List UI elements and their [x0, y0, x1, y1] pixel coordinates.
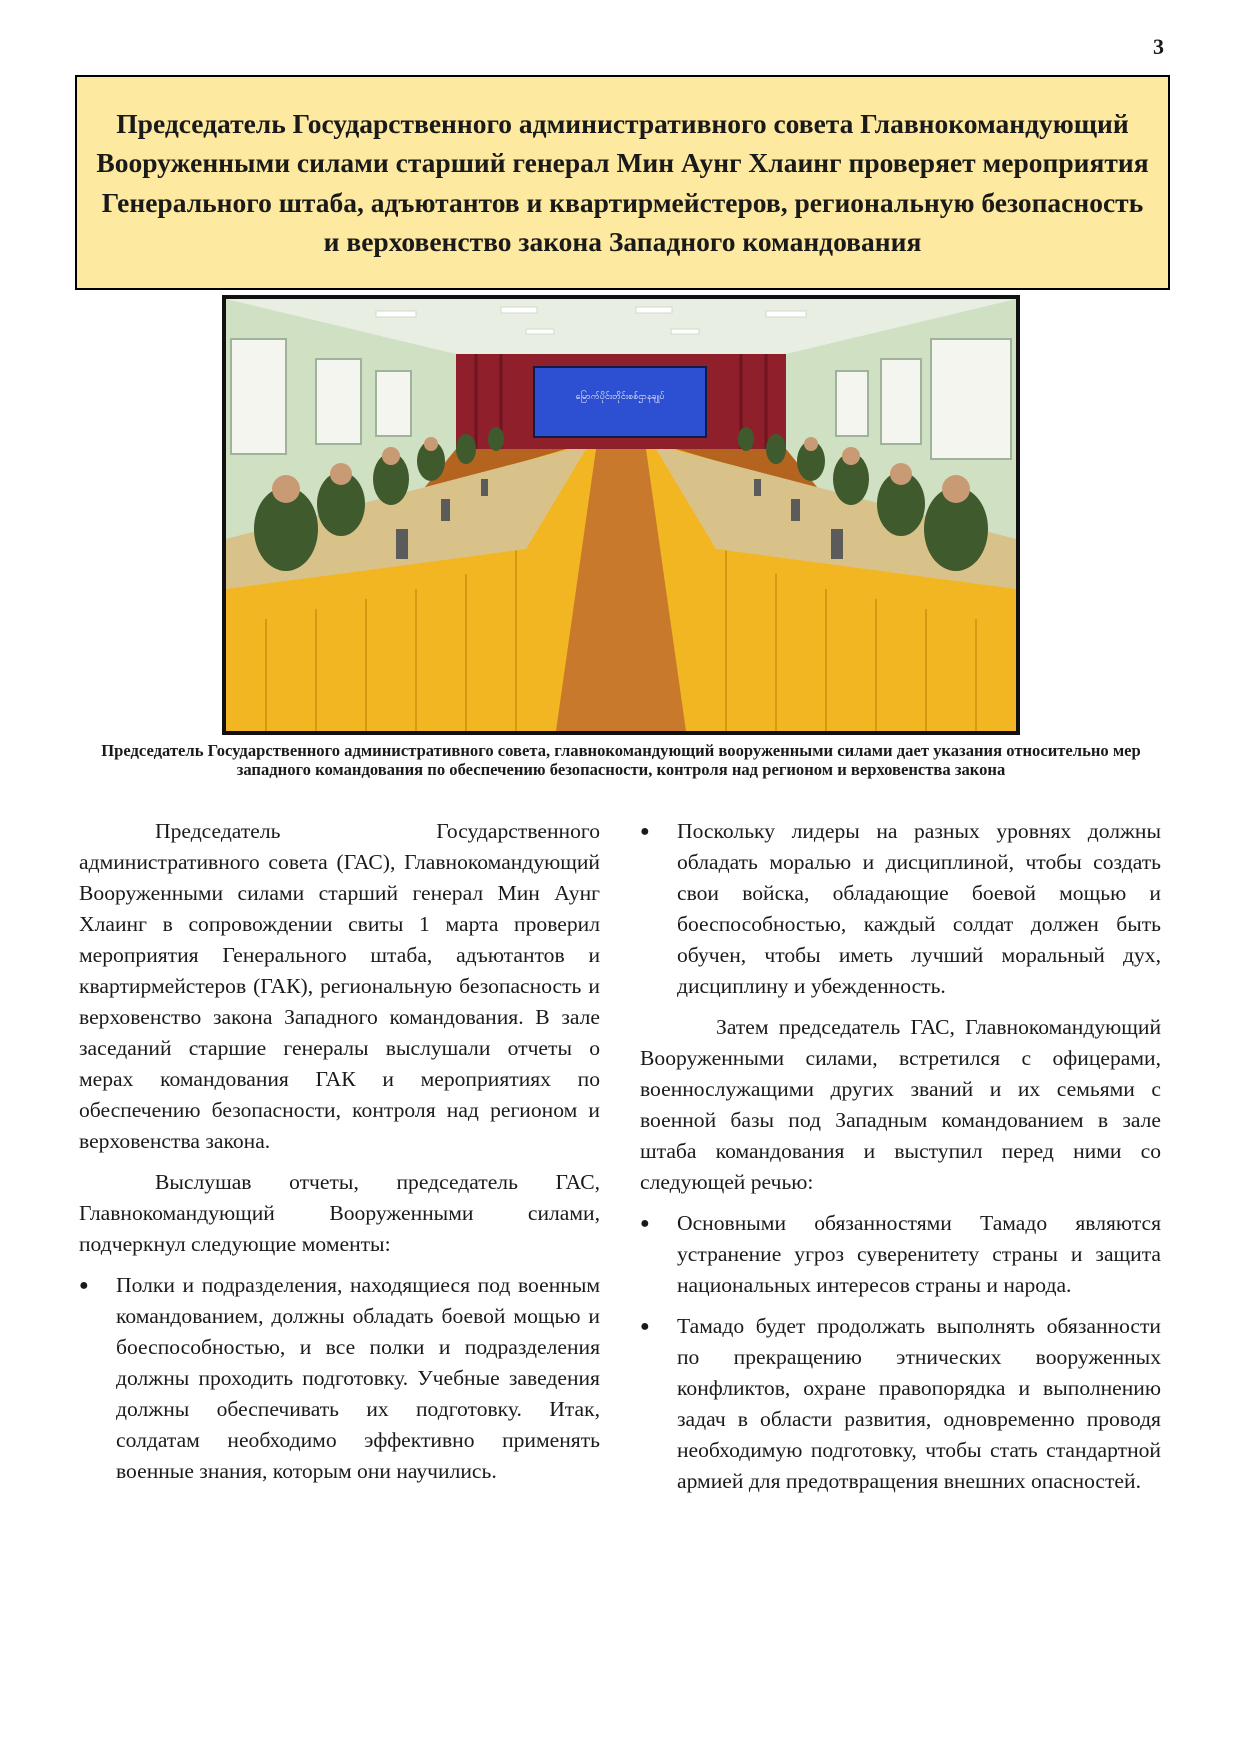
bullet-list — [640, 1208, 1161, 1497]
list-item — [640, 816, 1161, 1002]
paragraph: Председатель Государственного административного совета (ГАС), Главнокомандующий Вооруженными силами старший генерал Мин Аунг Хлаинг в сопровождении свиты 1 марта проверил мероприятия Генерального штаба, адъютантов и квартирмейстеров (ГАК), региональную безопасность и верховенство закона Западного командования. В зале заседаний старшие генералы выслушали отчеты о мерах командования ГАК и мероприятиях по обеспечению безопасности, контроля над регионом и верховенства закона. — [79, 819, 600, 1153]
bullet-icon: ● — [640, 1318, 650, 1335]
bullet-icon: ● — [79, 1277, 89, 1294]
list-item-text: Тамадо будет продолжать выполнять обязанности по прекращению этнических вооруженных конфликтов, охране правопорядка и выполнению задач в области развития, одновременно проводя необходимую подготовку, чтобы стать стандартной армией для предотвращения внешних опасностей. — [677, 1314, 1161, 1493]
list-item-text: Полки и подразделения, находящиеся под военным командованием, должны обладать боевой мощью и боеспособностью, и все полки и подразделения должны проходить подготовку. Учебные заведения должны обеспечивать их подготовку. Итак, солдатам необходимо эффективно применять военные знания, которым они научились. — [116, 1273, 600, 1483]
list-item — [640, 1208, 1161, 1301]
bullet-icon: ● — [640, 1215, 650, 1232]
list-item-text: Поскольку лидеры на разных уровнях должны обладать моралью и дисциплиной, чтобы создать свои войска, обладающие боевой мощью и боеспособностью, каждый солдат должен быть обучен, чтобы иметь лучший моральный дух, дисциплину и убежденность. — [677, 819, 1161, 998]
list-item — [79, 1270, 600, 1487]
list-item-text: Основными обязанностями Тамадо являются устранение угроз суверенитету страны и защита национальных интересов страны и народа. — [677, 1211, 1161, 1297]
bullet-list — [640, 816, 1161, 1002]
title-box — [75, 75, 1170, 290]
meeting-hall-illustration — [226, 299, 1016, 731]
page-number: 3 — [1153, 34, 1164, 59]
bullet-list — [79, 1270, 600, 1487]
article-title: Председатель Государственного административного совета Главнокомандующий Вооруженными силами старший генерал Мин Аунг Хлаинг проверяет мероприятия Генерального штаба, адъютантов и квартирмейстеров, региональную безопасность и верховенство закона Западного командования — [96, 108, 1149, 257]
left-column — [79, 816, 600, 1497]
bullet-icon: ● — [640, 823, 650, 840]
photo-caption: Председатель Государственного административного совета, главнокомандующий вооруженными силами дает указания относительно мер западного командования по обеспечению безопасности, контроля над регионом и верховенства закона — [101, 741, 1141, 780]
paragraph: Затем председатель ГАС, Главнокомандующий Вооруженными силами, встретился с офицерами, военнослужащими других званий и их семьями с военной базы под Западным командованием в зале штаба командования и выступил перед ними со следующей речью: — [640, 1015, 1161, 1194]
meeting-photo — [222, 295, 1020, 735]
right-column — [640, 816, 1161, 1507]
paragraph: Выслушав отчеты, председатель ГАС, Главнокомандующий Вооруженными силами, подчеркнул следующие моменты: — [79, 1170, 600, 1256]
screen-text: မြောက်ပိုင်းတိုင်းစစ်ဌာနချုပ် — [575, 392, 665, 402]
list-item — [640, 1311, 1161, 1497]
